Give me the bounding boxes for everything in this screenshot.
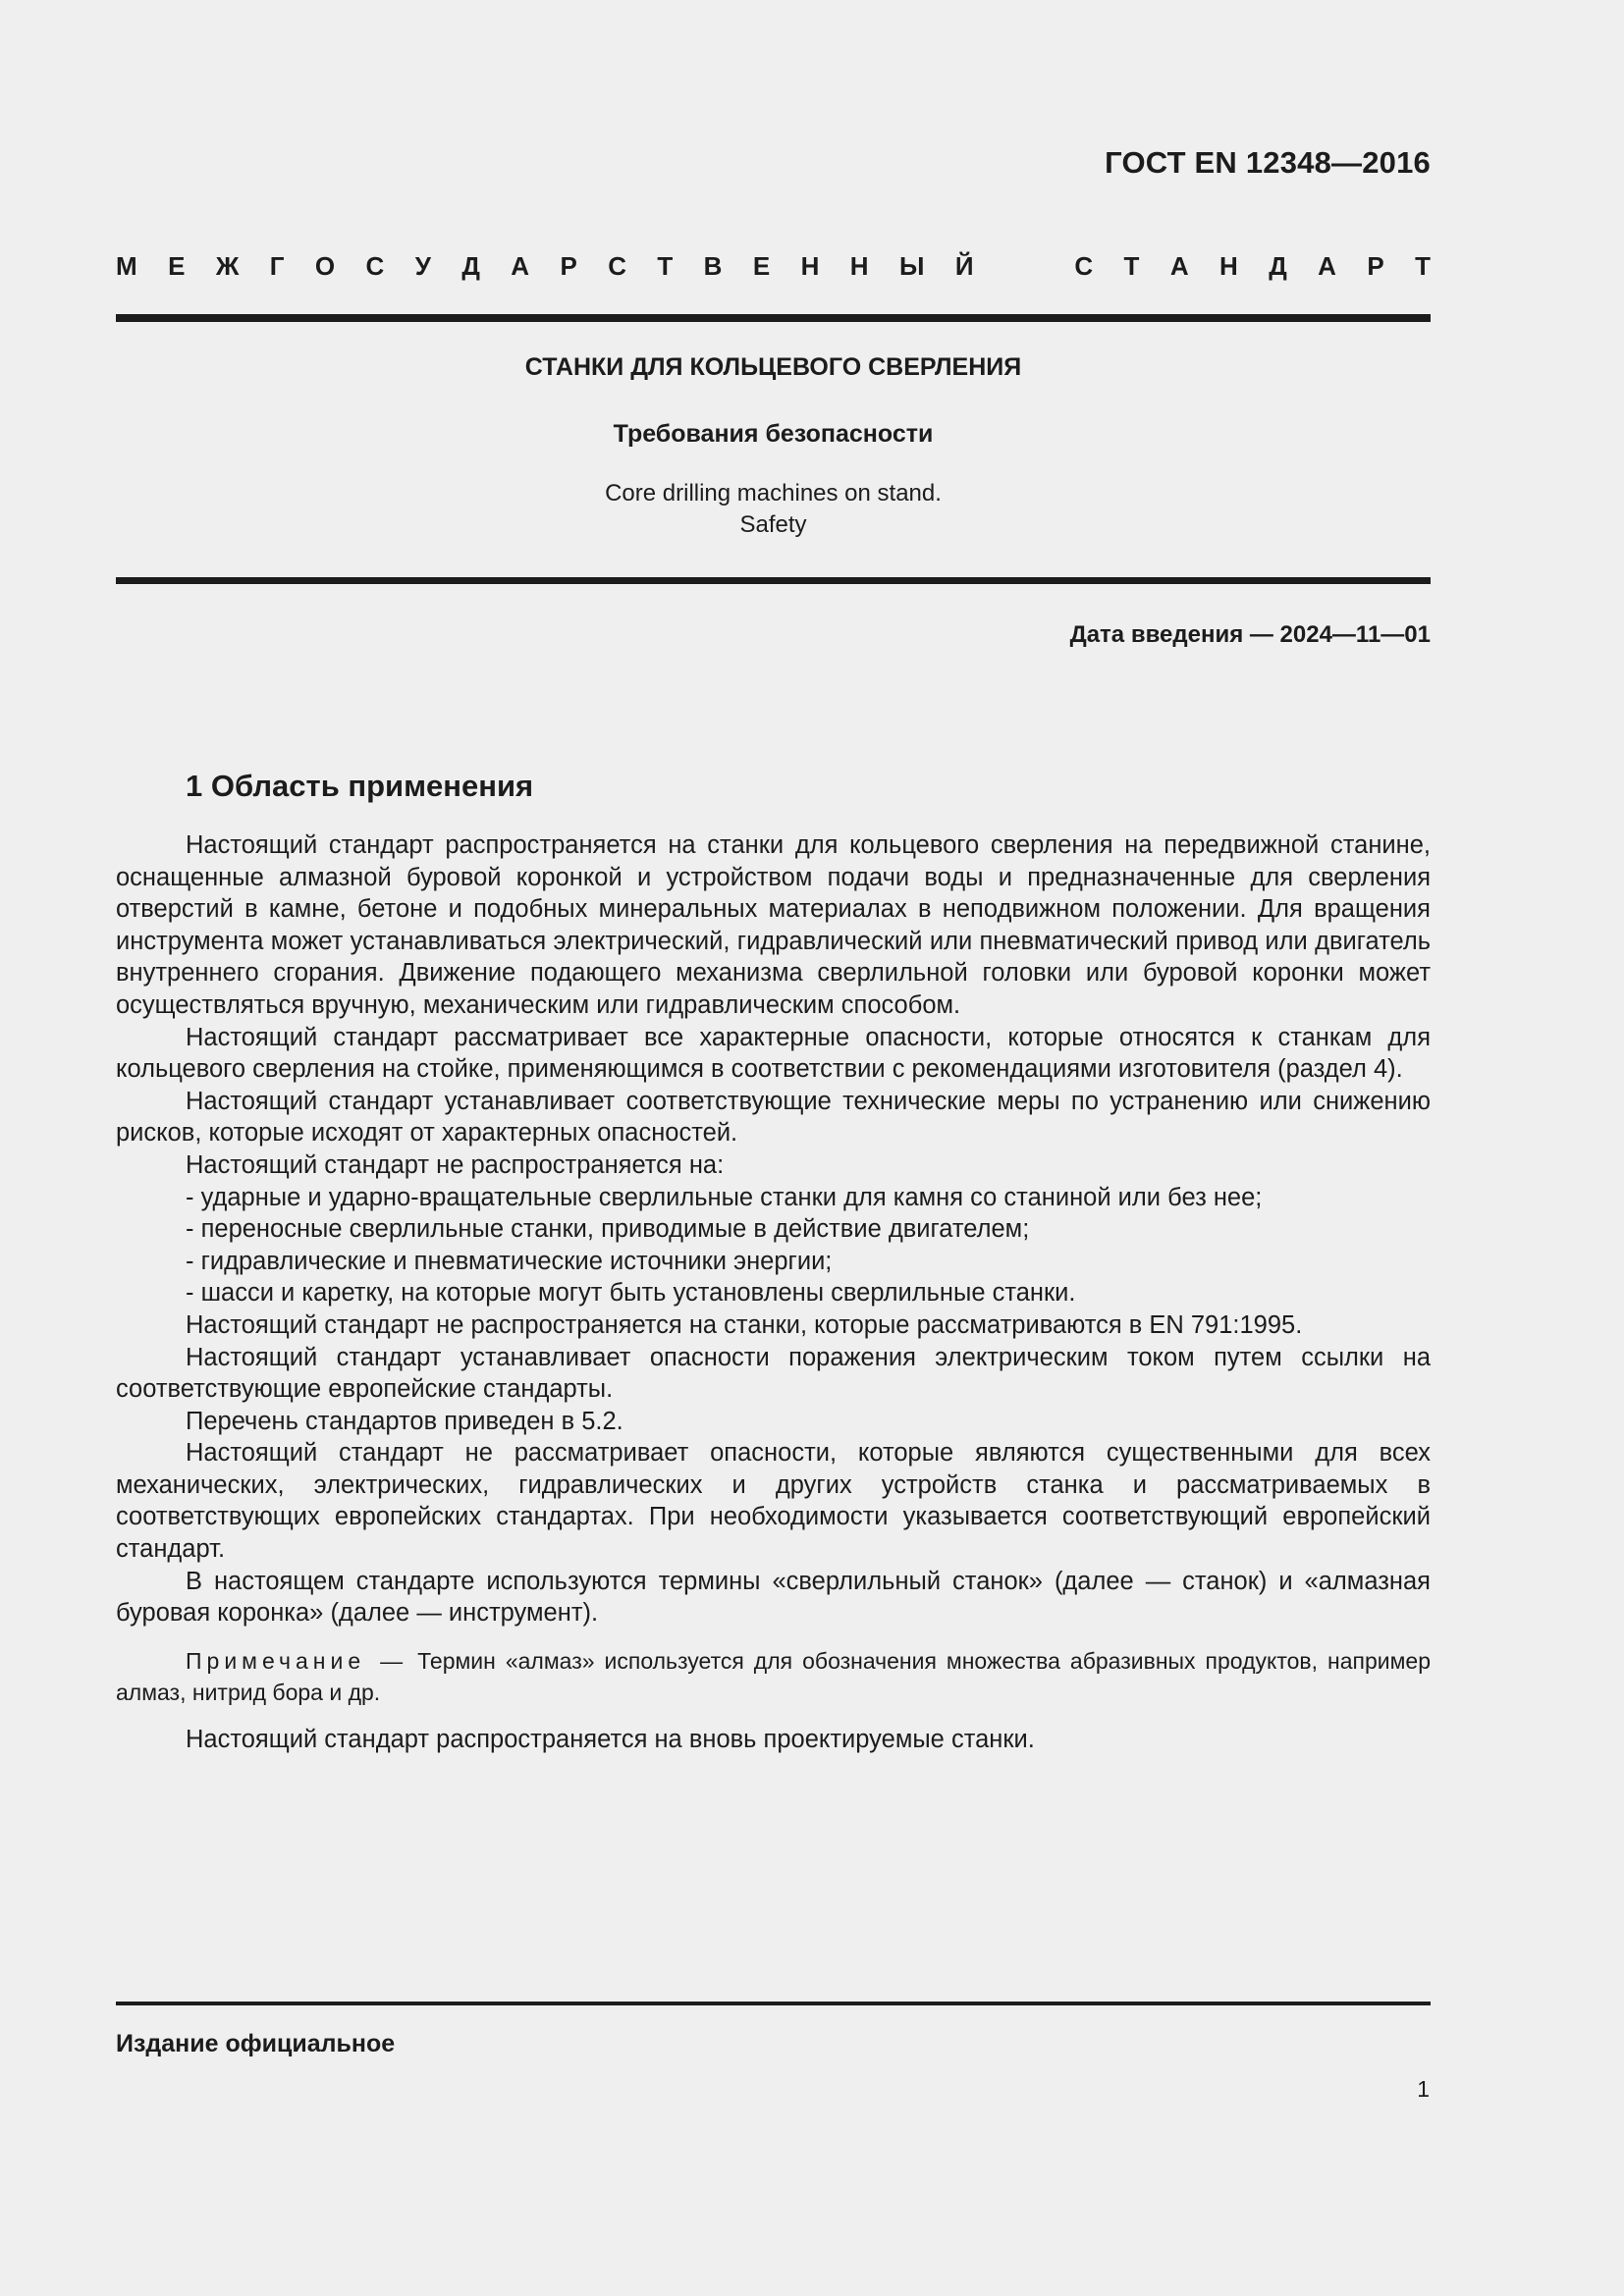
standard-type-letter: О <box>314 251 336 281</box>
standard-type-letter: Т <box>1415 251 1431 281</box>
page-number: 1 <box>1417 2076 1430 2102</box>
introduction-date: Дата введения — 2024—11—01 <box>1069 621 1431 648</box>
title-rule <box>116 577 1431 584</box>
paragraph: Настоящий стандарт распространяется на вновь проектируемые станки. <box>186 1725 1035 1753</box>
section-body <box>116 829 1431 1755</box>
paragraph: Настоящий стандарт рассматривает все характерные опасности, которые относятся к станкам для кольцевого сверления на стойке, применяющимся в соответствии с рекомендациями изготовителя (раздел 4). <box>116 1023 1431 1084</box>
standard-type-letter: А <box>511 251 530 281</box>
paragraph: Настоящий стандарт распространяется на станки для кольцевого сверления на передвижной станине, оснащенные алмазной буровой коронкой и устройством подачи воды и предназначенные для сверления отверстий в камне, бетоне и подобных минеральных материалах в неподвижном положении. Для вращения инструмента может устанавливаться электрический, гидравлический или пневматический привод или двигатель внутреннего сгорания. Движение подающего механизма сверлильной головки или буровой коронки может осуществляться вручную, механическим или гидравлическим способом. <box>116 831 1431 1019</box>
standard-type-letter: А <box>1169 251 1189 281</box>
standard-type-letter: Д <box>461 251 480 281</box>
edition-label: Издание официальное <box>116 2030 396 2057</box>
document-title: СТАНКИ ДЛЯ КОЛЬЦЕВОГО СВЕРЛЕНИЯ <box>524 353 1022 381</box>
standard-type-letter: Н <box>800 251 820 281</box>
paragraph: Перечень стандартов приведен в 5.2. <box>186 1407 623 1435</box>
standard-type-letter: С <box>1074 251 1094 281</box>
standard-type-letter: Г <box>269 251 285 281</box>
note-text: Термин «алмаз» используется для обозначения множества абразивных продуктов, например алмаз, нитрид бора и др. <box>116 1647 1431 1705</box>
document-code: ГОСТ EN 12348—2016 <box>1105 145 1431 180</box>
standard-type-letter: Ж <box>215 251 240 281</box>
standard-type-letter: Е <box>168 251 186 281</box>
note-label: Примечание — <box>186 1647 408 1674</box>
word-gap <box>1004 251 1044 282</box>
section-heading: 1 Область применения <box>186 769 534 803</box>
standard-type-letter: Р <box>1367 251 1384 281</box>
footer-rule <box>116 2002 1431 2005</box>
paragraph: Настоящий стандарт не рассматривает опасности, которые являются существенными для всех механических, электрических, гидравлических и других устройств станка и рассматриваемых в соответствующих европейских стандартах. При необходимости указывается соответствующий европейский стандарт. <box>116 1439 1431 1564</box>
top-rule <box>116 314 1431 322</box>
paragraph: В настоящем стандарте используются термины «сверлильный станок» (далее — станок) и «алмазная буровая коронка» (далее — инструмент). <box>116 1567 1431 1628</box>
english-title-line-1: Core drilling machines on stand. <box>605 480 942 507</box>
document-subtitle: Требования безопасности <box>613 420 934 448</box>
paragraph: Настоящий стандарт устанавливает соответствующие технические меры по устранению или снижению рисков, которые исходят от характерных опасностей. <box>116 1087 1431 1148</box>
paragraph: Настоящий стандарт не распространяется на: <box>186 1150 725 1179</box>
standard-type-letter: Т <box>1123 251 1140 281</box>
standard-type-letter: Н <box>1219 251 1238 281</box>
standard-type-letter: Й <box>954 251 974 281</box>
standard-type-letter: Р <box>560 251 577 281</box>
paragraph: Настоящий стандарт не распространяется на станки, которые рассматриваются в EN 791:1995. <box>186 1310 1303 1339</box>
english-title-line-2: Safety <box>739 511 807 538</box>
list-item: - переносные сверлильные станки, приводимые в действие двигателем; <box>186 1215 1030 1244</box>
list-item: - гидравлические и пневматические источники энергии; <box>186 1247 833 1275</box>
standard-type-letter: С <box>608 251 626 281</box>
standard-type-heading <box>116 251 1431 282</box>
english-title <box>116 478 1431 541</box>
note <box>116 1645 1431 1708</box>
list-item: - шасси и каретку, на которые могут быть установлены сверлильные станки. <box>186 1279 1076 1308</box>
standard-type-letter: Н <box>849 251 869 281</box>
paragraph: Настоящий стандарт устанавливает опасности поражения электрическим током путем ссылки на соответствующие европейские стандарты. <box>116 1343 1431 1404</box>
standard-type-letter: А <box>1318 251 1336 281</box>
standard-type-letter: С <box>365 251 385 281</box>
standard-type-letter: Д <box>1269 251 1287 281</box>
standard-type-letter: Е <box>752 251 771 281</box>
standard-type-letter: Ы <box>898 251 925 281</box>
standard-type-letter: В <box>703 251 723 281</box>
standard-type-letter: М <box>116 251 137 281</box>
standard-type-letter: Т <box>657 251 674 281</box>
standard-type-letter: У <box>414 251 431 281</box>
list-item: - ударные и ударно-вращательные сверлильные станки для камня со станиной или без нее; <box>186 1183 1263 1211</box>
